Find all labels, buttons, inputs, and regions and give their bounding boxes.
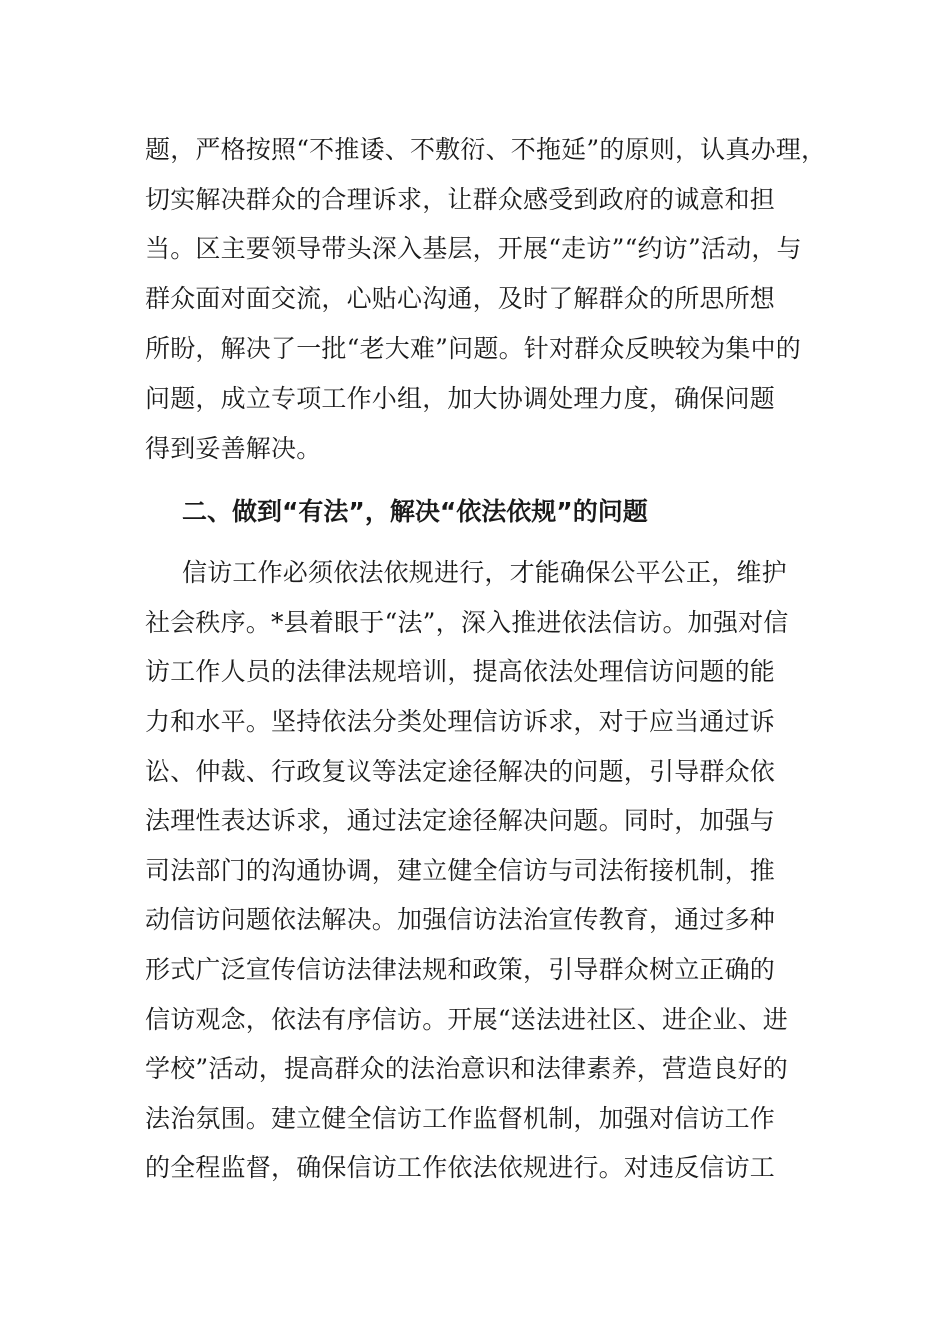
text-line: 形式广泛宣传信访法律法规和政策，引导群众树立正确的	[145, 955, 776, 984]
text-line: 法理性表达诉求，通过法定途径解决问题。同时，加强与	[145, 806, 776, 835]
text-line: 访工作人员的法律法规培训，提高依法处理信访问题的能	[145, 657, 776, 686]
text-line: 学校”活动，提高群众的法治意识和法律素养，营造良好的	[145, 1054, 788, 1083]
text-line: 当。区主要领导带头深入基层，开展“走访”“约访”活动，与	[145, 234, 802, 263]
section-heading: 二、做到“有法”，解决“依法依规”的问题	[182, 497, 648, 526]
text-line: 信访工作必须依法依规进行，才能确保公平公正，维护	[182, 558, 787, 587]
text-line: 力和水平。坚持依法分类处理信访诉求，对于应当通过诉	[145, 707, 776, 736]
text-line: 所盼，解决了一批“老大难”问题。针对群众反映较为集中的	[145, 334, 801, 363]
text-line: 信访观念，依法有序信访。开展“送法进社区、进企业、进	[145, 1005, 788, 1034]
text-line: 社会秩序。*县着眼于“法”，深入推进依法信访。加强对信	[145, 608, 789, 637]
text-line: 法治氛围。建立健全信访工作监督机制，加强对信访工作	[145, 1104, 776, 1133]
text-line: 群众面对面交流，心贴心沟通，及时了解群众的所思所想	[145, 284, 776, 313]
text-line: 动信访问题依法解决。加强信访法治宣传教育，通过多种	[145, 905, 776, 934]
text-line: 问题，成立专项工作小组，加大协调处理力度，确保问题	[145, 384, 776, 413]
text-line: 的全程监督，确保信访工作依法依规进行。对违反信访工	[145, 1153, 776, 1182]
text-line: 司法部门的沟通协调，建立健全信访与司法衔接机制，推	[145, 856, 776, 885]
text-line: 得到妥善解决。	[145, 434, 322, 463]
text-line: 切实解决群众的合理诉求，让群众感受到政府的诚意和担	[145, 185, 776, 214]
text-line: 题，严格按照“不推诿、不敷衍、不拖延”的原则，认真办理，	[145, 135, 827, 164]
text-line: 讼、仲裁、行政复议等法定途径解决的问题，引导群众依	[145, 757, 776, 786]
